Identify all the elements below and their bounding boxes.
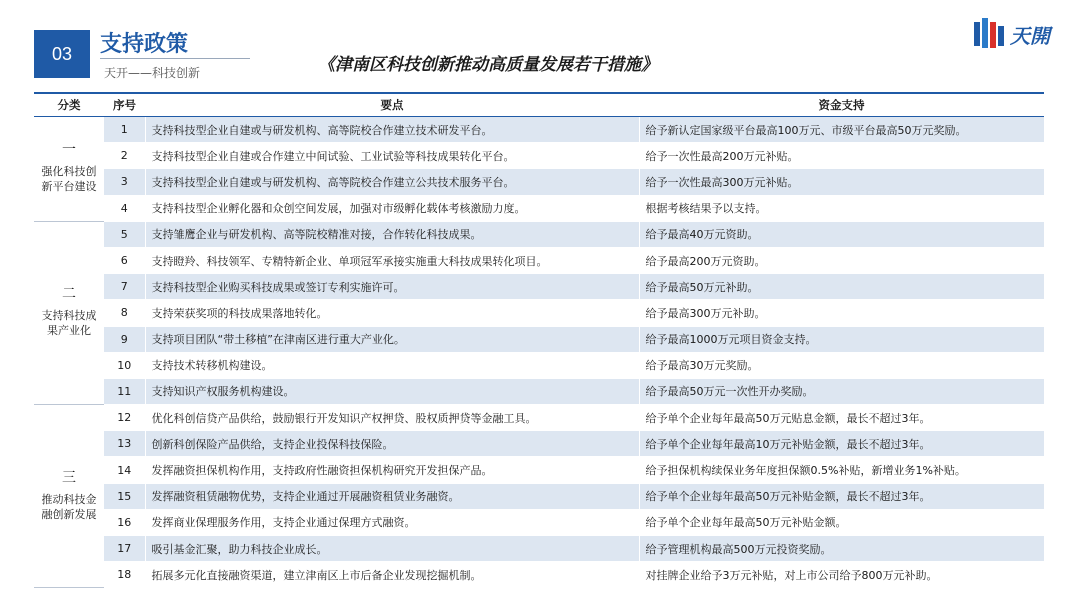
document-title: 《津南区科技创新推动高质量发展若干措施》 bbox=[318, 55, 658, 75]
column-header-seq: 序号 bbox=[104, 93, 145, 117]
row-funding-cell: 给予单个企业每年最高10万元补贴金额，最长不超过3年。 bbox=[639, 431, 1044, 457]
row-point-cell: 优化科创信贷产品供给，鼓励银行开发知识产权押贷、股权质押贷等金融工具。 bbox=[145, 405, 639, 431]
row-point-cell: 支持雏鹰企业与研发机构、高等院校精准对接，合作转化科技成果。 bbox=[145, 221, 639, 247]
row-point-cell: 拓展多元化直接融资渠道，建立津南区上市后备企业发现挖掘机制。 bbox=[145, 562, 639, 588]
category-cell bbox=[34, 117, 104, 222]
table-row bbox=[34, 378, 1044, 404]
row-point-cell: 发挥融资租赁融物优势，支持企业通过开展融资租赁业务融资。 bbox=[145, 483, 639, 509]
row-seq-cell: 6 bbox=[104, 247, 145, 273]
row-funding-cell: 给予管理机构最高500万元投资奖励。 bbox=[639, 536, 1044, 562]
row-point-cell: 支持瞪羚、科技领军、专精特新企业、单项冠军承接实施重大科技成果转化项目。 bbox=[145, 247, 639, 273]
policy-table-body bbox=[34, 117, 1044, 588]
row-seq-cell: 1 bbox=[104, 117, 145, 143]
table-row bbox=[34, 483, 1044, 509]
row-funding-cell: 给予最高300万元补助。 bbox=[639, 300, 1044, 326]
row-point-cell: 支持技术转移机构建设。 bbox=[145, 352, 639, 378]
category-name: 支持科技成果产业化 bbox=[41, 309, 97, 338]
category-cell bbox=[34, 221, 104, 404]
row-seq-cell: 7 bbox=[104, 274, 145, 300]
row-point-cell: 发挥商业保理服务作用，支持企业通过保理方式融资。 bbox=[145, 509, 639, 535]
policy-table bbox=[34, 92, 1044, 588]
table-row bbox=[34, 195, 1044, 221]
row-seq-cell: 15 bbox=[104, 483, 145, 509]
row-seq-cell: 2 bbox=[104, 143, 145, 169]
category-name: 强化科技创新平台建设 bbox=[41, 165, 97, 194]
row-point-cell: 支持科技型企业自建或合作建立中间试验、工业试验等科技成果转化平台。 bbox=[145, 143, 639, 169]
table-header-row bbox=[34, 93, 1044, 117]
row-funding-cell: 给予最高1000万元项目资金支持。 bbox=[639, 326, 1044, 352]
section-number: 03 bbox=[51, 43, 73, 64]
column-header-funding: 资金支持 bbox=[639, 93, 1044, 117]
row-point-cell: 支持科技型企业孵化器和众创空间发展，加强对市级孵化载体考核激励力度。 bbox=[145, 195, 639, 221]
row-point-cell: 支持科技型企业购买科技成果或签订专利实施许可。 bbox=[145, 274, 639, 300]
row-seq-cell: 12 bbox=[104, 405, 145, 431]
table-row bbox=[34, 536, 1044, 562]
row-seq-cell: 4 bbox=[104, 195, 145, 221]
section-title: 支持政策 bbox=[100, 32, 189, 57]
table-row bbox=[34, 352, 1044, 378]
row-seq-cell: 16 bbox=[104, 509, 145, 535]
table-row bbox=[34, 562, 1044, 588]
row-seq-cell: 18 bbox=[104, 562, 145, 588]
row-funding-cell: 根据考核结果予以支持。 bbox=[639, 195, 1044, 221]
table-row bbox=[34, 221, 1044, 247]
row-funding-cell: 给予单个企业每年最高50万元补贴金额，最长不超过3年。 bbox=[639, 483, 1044, 509]
table-row bbox=[34, 509, 1044, 535]
table-row bbox=[34, 169, 1044, 195]
row-seq-cell: 11 bbox=[104, 378, 145, 404]
row-funding-cell: 给予一次性最高200万元补贴。 bbox=[639, 143, 1044, 169]
table-row bbox=[34, 117, 1044, 143]
section-subtitle: 天开——科技创新 bbox=[104, 66, 201, 80]
row-point-cell: 支持科技型企业自建或与研发机构、高等院校合作建立公共技术服务平台。 bbox=[145, 169, 639, 195]
column-header-category: 分类 bbox=[34, 93, 104, 117]
table-row bbox=[34, 247, 1044, 273]
row-funding-cell: 给予单个企业每年最高50万元补贴金额。 bbox=[639, 509, 1044, 535]
row-funding-cell: 给予单个企业每年最高50万元贴息金额，最长不超过3年。 bbox=[639, 405, 1044, 431]
table-row bbox=[34, 143, 1044, 169]
table-row bbox=[34, 300, 1044, 326]
row-funding-cell: 给予最高50万元一次性开办奖励。 bbox=[639, 378, 1044, 404]
category-number: 一 bbox=[62, 142, 76, 159]
row-seq-cell: 13 bbox=[104, 431, 145, 457]
row-seq-cell: 17 bbox=[104, 536, 145, 562]
row-point-cell: 支持科技型企业自建或与研发机构、高等院校合作建立技术研发平台。 bbox=[145, 117, 639, 143]
row-funding-cell: 给予最高30万元奖励。 bbox=[639, 352, 1044, 378]
category-number: 二 bbox=[62, 286, 76, 303]
row-point-cell: 支持知识产权服务机构建设。 bbox=[145, 378, 639, 404]
row-seq-cell: 9 bbox=[104, 326, 145, 352]
row-seq-cell: 5 bbox=[104, 221, 145, 247]
category-name: 推动科技金融创新发展 bbox=[41, 492, 97, 521]
title-divider bbox=[100, 58, 250, 59]
row-funding-cell: 对挂牌企业给予3万元补贴，对上市公司给予800万元补助。 bbox=[639, 562, 1044, 588]
row-point-cell: 发挥融资担保机构作用，支持政府性融资担保机构研究开发担保产品。 bbox=[145, 457, 639, 483]
logo-mark-icon bbox=[972, 16, 1006, 52]
row-funding-cell: 给予最高200万元资助。 bbox=[639, 247, 1044, 273]
row-point-cell: 创新科创保险产品供给，支持企业投保科技保险。 bbox=[145, 431, 639, 457]
category-number: 三 bbox=[62, 469, 76, 486]
row-seq-cell: 8 bbox=[104, 300, 145, 326]
row-seq-cell: 14 bbox=[104, 457, 145, 483]
table-row bbox=[34, 274, 1044, 300]
table-row bbox=[34, 326, 1044, 352]
logo bbox=[972, 14, 1062, 54]
table-row bbox=[34, 431, 1044, 457]
row-funding-cell: 给予最高40万元资助。 bbox=[639, 221, 1044, 247]
row-point-cell: 吸引基金汇聚，助力科技企业成长。 bbox=[145, 536, 639, 562]
column-header-point: 要点 bbox=[145, 93, 639, 117]
row-seq-cell: 3 bbox=[104, 169, 145, 195]
row-funding-cell: 给予最高50万元补助。 bbox=[639, 274, 1044, 300]
row-funding-cell: 给予一次性最高300万元补贴。 bbox=[639, 169, 1044, 195]
row-point-cell: 支持荣获奖项的科技成果落地转化。 bbox=[145, 300, 639, 326]
row-point-cell: 支持项目团队“带土移植”在津南区进行重大产业化。 bbox=[145, 326, 639, 352]
row-funding-cell: 给予新认定国家级平台最高100万元、市级平台最高50万元奖励。 bbox=[639, 117, 1044, 143]
logo-text: 天開 bbox=[1010, 23, 1050, 48]
table-row bbox=[34, 457, 1044, 483]
section-number-box bbox=[34, 30, 90, 78]
row-seq-cell: 10 bbox=[104, 352, 145, 378]
category-cell bbox=[34, 405, 104, 588]
row-funding-cell: 给予担保机构续保业务年度担保额0.5%补贴，新增业务1%补贴。 bbox=[639, 457, 1044, 483]
table-row bbox=[34, 405, 1044, 431]
